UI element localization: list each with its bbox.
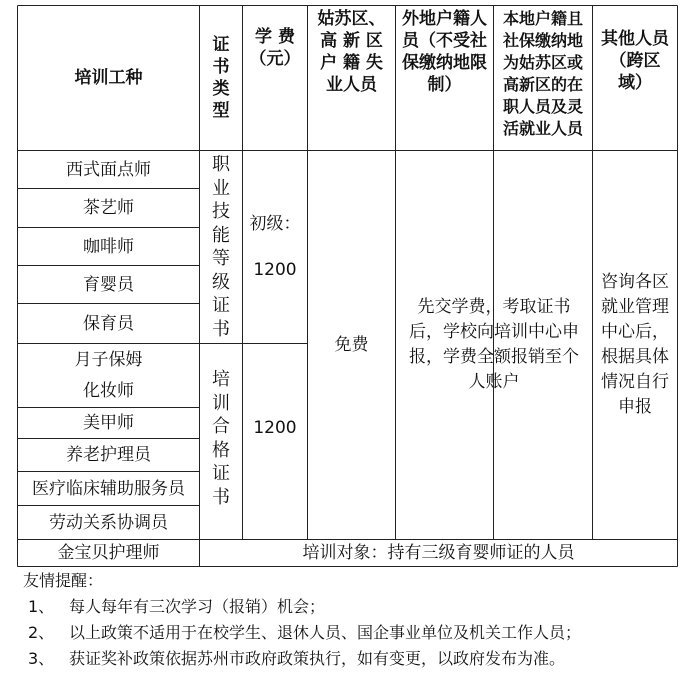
local-policy: 免费 bbox=[334, 335, 369, 355]
job-cell-last: 金宝贝护理师 bbox=[57, 543, 160, 563]
job-cell: 化妆师 bbox=[83, 381, 134, 401]
job-cell: 茶艺师 bbox=[83, 198, 134, 218]
reminder-text: 以上政策不适用于在校学生、退休人员、国企事业单位及机关工作人员； bbox=[69, 623, 582, 642]
fee-value: 1200 bbox=[253, 260, 297, 280]
reminder-item bbox=[23, 620, 581, 646]
job-cell: 劳动关系协调员 bbox=[49, 512, 168, 533]
other-policy: 咨询各区就业管理中心后，根据具体情况自行申报 bbox=[601, 272, 669, 417]
header-nonlocal: 外地户籍人员（不受社保缴纳地限制） bbox=[402, 9, 487, 95]
cert-type-training: 培训合格证书 bbox=[212, 369, 230, 508]
fee-level-label: 初级： bbox=[249, 214, 301, 234]
fee-value: 1200 bbox=[253, 418, 297, 438]
training-target-note: 培训对象：持有三级育婴师证的人员 bbox=[302, 543, 575, 563]
reminder-number: 3、 bbox=[28, 649, 55, 668]
header-cert-type: 证书类型 bbox=[212, 35, 230, 121]
reminder-number: 1、 bbox=[28, 597, 55, 616]
reminder-section bbox=[23, 568, 581, 672]
job-cell: 养老护理员 bbox=[66, 445, 151, 465]
header-local-unemployed: 姑苏区、高 新 区户 籍 失业人员 bbox=[317, 9, 386, 95]
reminder-text: 每人每年有三次学习（报销）机会； bbox=[69, 597, 326, 616]
employed-policy: 先交学费，考取证书后，学校向培训中心申报，学费全额报销至个人账户 bbox=[409, 297, 579, 392]
reminder-number: 2、 bbox=[28, 623, 55, 642]
reminder-item bbox=[23, 594, 581, 620]
header-job: 培训工种 bbox=[74, 68, 143, 88]
job-cell: 美甲师 bbox=[83, 413, 134, 433]
reminder-title: 友情提醒： bbox=[23, 571, 104, 590]
job-cell: 保育员 bbox=[83, 313, 134, 334]
job-cell: 医疗临床辅助服务员 bbox=[32, 478, 185, 499]
reminder-item bbox=[23, 646, 581, 672]
header-fee: 学 费（元） bbox=[249, 27, 301, 69]
job-cell: 西式面点师 bbox=[66, 159, 151, 180]
job-cell: 育婴员 bbox=[83, 274, 134, 295]
header-other: 其他人员（跨区域） bbox=[601, 29, 669, 93]
job-cell: 月子保姆 bbox=[74, 349, 143, 370]
cert-type-skill-level: 职业技能等级证书 bbox=[212, 154, 230, 340]
header-local-employed: 本地户籍且社保缴纳地为姑苏区或高新区的在职人员及灵活就业人员 bbox=[502, 9, 583, 138]
reminder-text: 获证奖补政策依据苏州市政府政策执行，如有变更，以政府发布为准。 bbox=[69, 649, 566, 668]
job-cell: 咖啡师 bbox=[83, 236, 134, 257]
